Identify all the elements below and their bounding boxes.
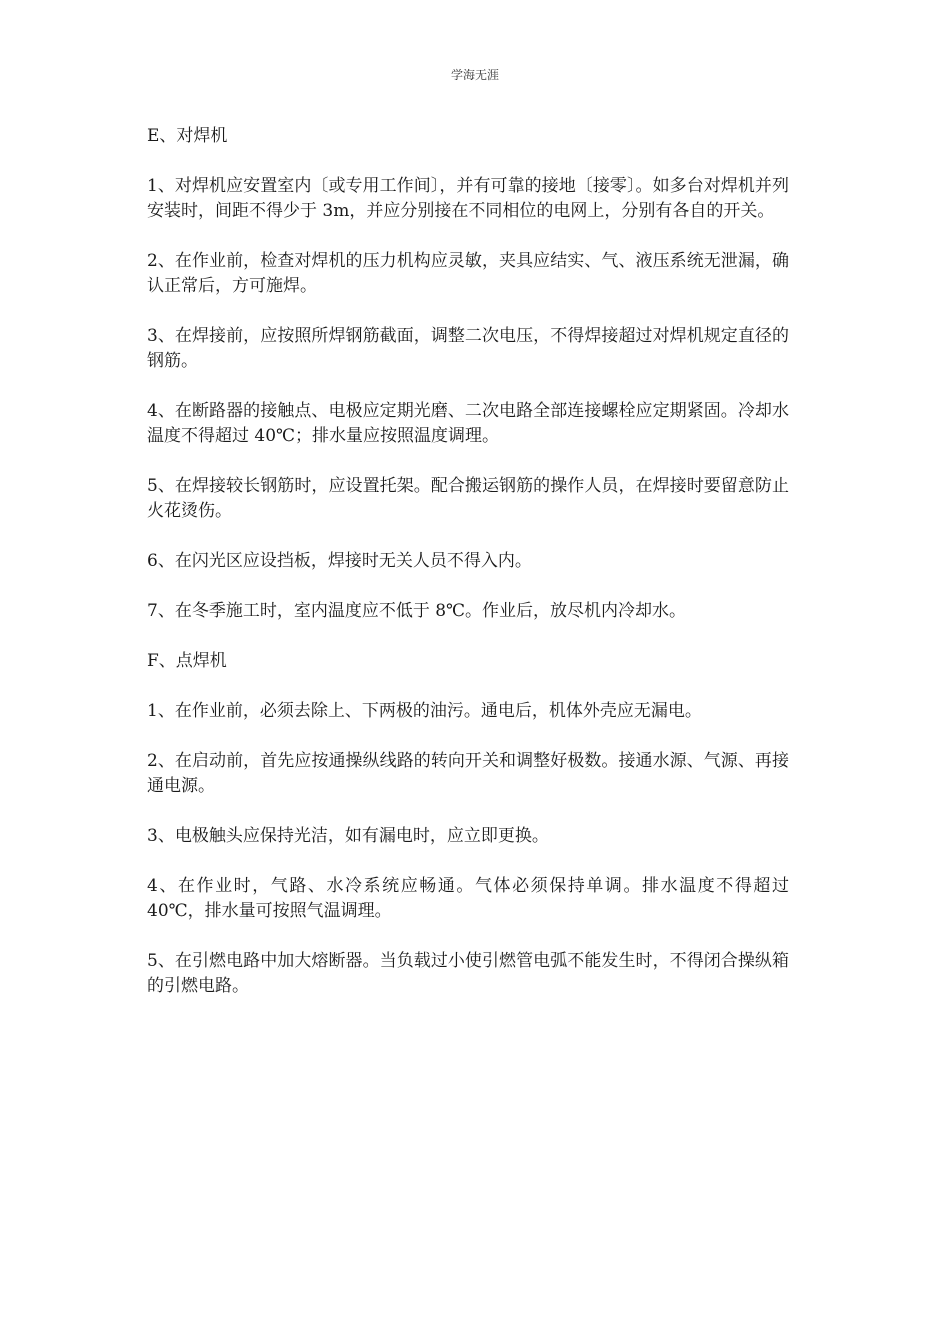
section-heading-spot-welder: F、点焊机	[147, 651, 227, 671]
page-header: 学海无涯	[450, 68, 499, 82]
paragraph: 1、对焊机应安置室内〔或专用工作间〕，并有可靠的接地〔接零〕。如多台对焊机并列安装时，间距不得少于 3m，并应分别接在不同相位的电网上，分别有各自的开关。	[147, 176, 789, 221]
paragraph: 7、在冬季施工时，室内温度应不低于 8℃。作业后，放尽机内冷却水。	[147, 601, 687, 621]
paragraph: 4、在断路器的接触点、电极应定期光磨、二次电路全部连接螺栓应定期紧固。冷却水温度不得超过 40℃；排水量应按照温度调理。	[147, 401, 789, 446]
section-heading-butt-welder: E、对焊机	[147, 126, 228, 146]
paragraph: 6、在闪光区应设挡板，焊接时无关人员不得入内。	[147, 551, 532, 571]
document-body	[147, 124, 789, 1024]
paragraph: 1、在作业前，必须去除上、下两极的油污。通电后，机体外壳应无漏电。	[147, 701, 702, 721]
paragraph: 3、电极触头应保持光洁，如有漏电时，应立即更换。	[147, 826, 549, 846]
paragraph: 5、在焊接较长钢筋时，应设置托架。配合搬运钢筋的操作人员，在焊接时要留意防止火花烫伤。	[147, 476, 789, 521]
paragraph: 3、在焊接前，应按照所焊钢筋截面，调整二次电压，不得焊接超过对焊机规定直径的钢筋。	[147, 326, 789, 371]
paragraph: 4、在作业时，气路、水冷系统应畅通。气体必须保持单调。排水温度不得超过 40℃，排水量可按照气温调理。	[147, 876, 789, 921]
paragraph: 2、在启动前，首先应按通操纵线路的转向开关和调整好极数。接通水源、气源、再接通电源。	[147, 751, 789, 796]
paragraph: 5、在引燃电路中加大熔断器。当负载过小使引燃管电弧不能发生时，不得闭合操纵箱的引燃电路。	[147, 951, 789, 996]
paragraph: 2、在作业前，检查对焊机的压力机构应灵敏，夹具应结实、气、液压系统无泄漏，确认正常后，方可施焊。	[147, 251, 789, 296]
